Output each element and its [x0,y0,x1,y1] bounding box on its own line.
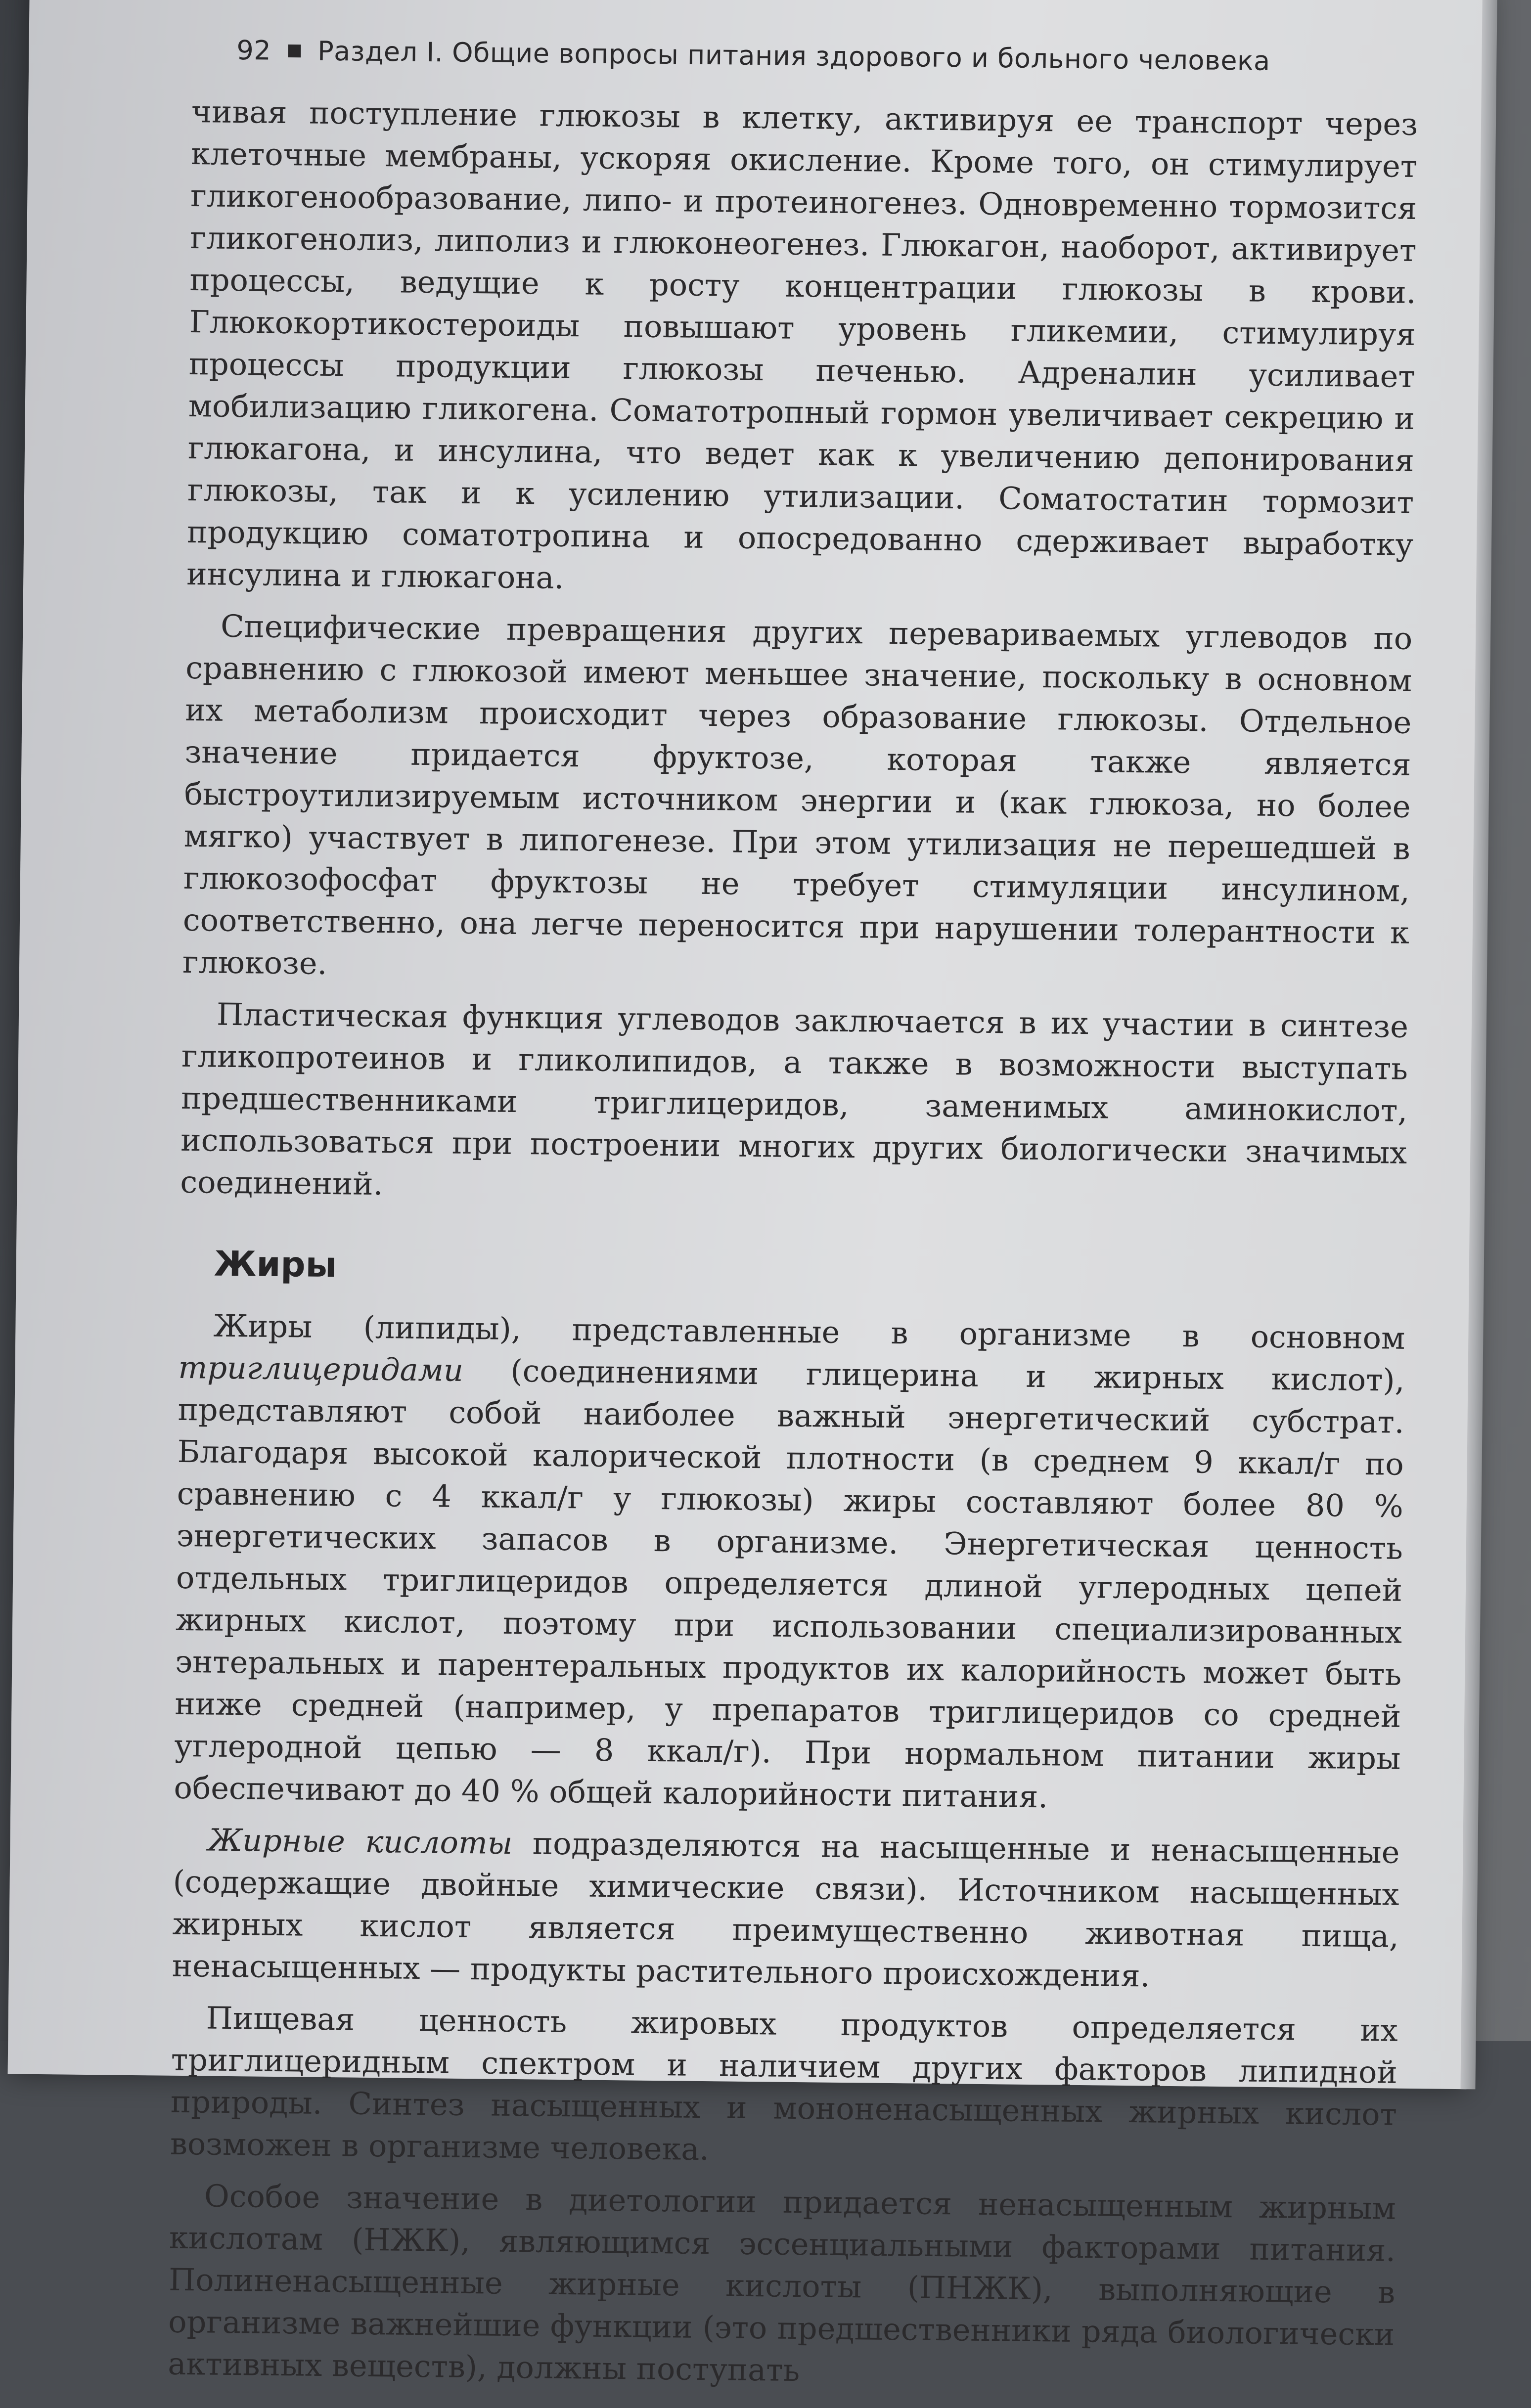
paragraph-fatty-acids [172,1819,1399,2000]
square-bullet-icon [288,45,301,57]
page-edge [1460,0,1497,2089]
paragraph-unsaturated: Особое значение в диетологии придается ненасыщенным жирным кислотам (НЖК), являющимся эссенциальными факторами питания. Полиненасыщенные жирные кислоты (ПНЖК), выполняющие в организме важнейшие функции (это предшественники ряда биологически активных веществ), должны поступать [168,2178,1396,2389]
page-content [168,29,1419,2408]
term-fatty-acids: Жирные кислоты [208,1822,513,1861]
paragraph-insulin: чивая поступление глюкозы в клетку, активируя ее транспорт через клеточные мембраны, ускоряя окисление. Кроме того, он стимулирует гликогенообразование, липо- и протеиногенез. Одновременно тормозится гликогенолиз, липолиз и глюконеогенез. Глюкагон, наоборот, активирует процессы, ведущие к росту концентрации глюкозы в крови. Глюкокортикостероиды повышают уровень гликемии, стимулируя процессы продукции глюкозы печенью. Адреналин усиливает мобилизацию гликогена. Соматотропный гормон увеличивает секрецию и глюкагона, и инсулина, что ведет как к увеличению депонирования глюкозы, так и к усилению утилизации. Соматостатин тормозит продукцию соматотропина и опосредованно сдерживает выработку инсулина и глюкагона. [186,93,1418,596]
section-heading-fats: Жиры [214,1243,337,1286]
page-number: 92 [236,34,271,66]
text-run: подразделяются на насыщенные и ненасыщенные (содержащие двойные химические связи). Источником насыщенных жирных кислот является преимущественно животная пища, ненасыщенных — продукты растительного происхождения. [172,1825,1400,1994]
paragraph-plastic-function: Пластическая функция углеводов заключается в их участии в синтезе гликопротеинов и гликолипидов, а также в возможности выступать предшественниками триглицеридов, заменимых аминокислот, использоваться при построении многих других биологически значимых соединений. [180,996,1409,1203]
term-triglycerides: триглицеридами [178,1349,464,1388]
paragraph-other-carbs: Специфические превращения других перевариваемых углеводов по сравнению с глюкозой имеют меньшее значение, поскольку в основном их метаболизм происходит через образование глюкозы. Отдельное значение придается фруктозе, которая также является быстроутилизируемым источником энергии и (как глюкоза, но более мягко) участвует в липогенезе. При этом утилизация не перешедшей в глюкозофосфат фруктозы не требует стимуляции инсулином, соответственно, она легче переносится при нарушении толерантности к глюкозе. [182,608,1413,981]
text-run: (соединениями глицерина и жирных кислот), представляют собой наиболее важный энергетический субстрат. Благодаря высокой калорической плотности (в среднем 9 ккал/г по сравнению с 4 ккал/г у глюкозы) жиры составляют более 80 % энергетических запасов в организме. Энергетическая ценность отдельных триглицеридов определяется длиной углеродных цепей жирных кислот, поэтому при использовании специализированных энтеральных и парентеральных продуктов их калорийность может быть ниже средней (например, у препаратов триглицеридов со средней углеродной цепью — 8 ккал/г). При нормальном питании жиры обеспечивают до 40 % общей калорийности питания. [174,1352,1405,1815]
running-head [236,29,1419,84]
section-title: Раздел I. Общие вопросы питания здорового и больного человека [317,35,1271,77]
text-run: Жиры (липиды), представленные в организме в основном [213,1307,1405,1356]
paragraph-fats-intro [174,1304,1405,1822]
paragraph-nutritional-value: Пищевая ценность жировых продуктов определяется их триглицеридным спектром и наличием других факторов липидной природы. Синтез насыщенных и мононенасыщенных жирных кислот возможен в организме человека. [170,2000,1398,2168]
book-page [8,0,1488,2389]
